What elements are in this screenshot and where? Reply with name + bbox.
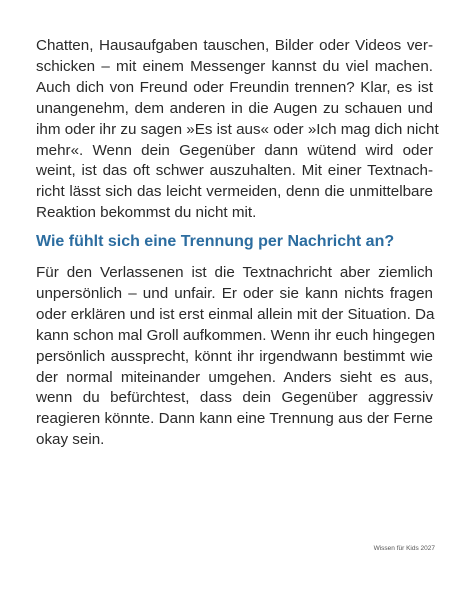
text-line: wenn du befürchtest, dass dein Gegenüber aggressiv (36, 389, 433, 407)
text-line: Für den Verlassenen ist die Textnachricht aber ziemlich (36, 264, 433, 281)
paragraph-messenger-intro (36, 36, 439, 224)
text-line: kann schon mal Groll aufkommen. Wenn ihr euch hingegen (36, 326, 436, 344)
text-line: okay sein. (36, 431, 105, 449)
text-line: ihm oder ihr zu sagen »Es ist aus« oder »Ich mag dich nicht (36, 120, 439, 138)
text-line: unpersönlich – und unfair. Er oder sie kann nichts fragen (36, 284, 433, 302)
text-line: mehr«. Wenn dein Gegenüber dann wütend wird oder (36, 141, 433, 159)
text-line: Reaktion bekommst du nicht mit. (36, 204, 257, 222)
text-line: unangenehm, dem anderen in die Augen zu schauen und (36, 99, 433, 117)
text-line: persönlich aussprecht, könnt ihr irgendwann bestimmt wie (36, 347, 433, 365)
paragraph-breakup-by-message (36, 263, 436, 451)
text-line: Chatten, Hausaufgaben tauschen, Bilder oder Videos ver- (36, 37, 433, 54)
text-line: schicken – mit einem Messenger kannst du viel machen. (36, 57, 433, 75)
page-footer: Wissen für Kids 2027 (373, 545, 435, 552)
text-line: weint, ist das oft schwer auszuhalten. Mit einer Textnach- (36, 162, 433, 180)
text-line: oder erklären und ist erst einmal allein mit der Situation. Da (36, 305, 435, 323)
section-heading: Wie fühlt sich eine Trennung per Nachricht an? (36, 233, 395, 250)
text-line: Auch dich von Freund oder Freundin trennen? Klar, es ist (36, 78, 433, 96)
text-line: der normal miteinander umgehen. Anders sieht es aus, (36, 368, 433, 386)
text-line: richt lässt sich das leicht vermeiden, denn die unmittelbare (36, 183, 433, 201)
text-line: reagieren könnte. Dann kann eine Trennung aus der Ferne (36, 410, 433, 428)
